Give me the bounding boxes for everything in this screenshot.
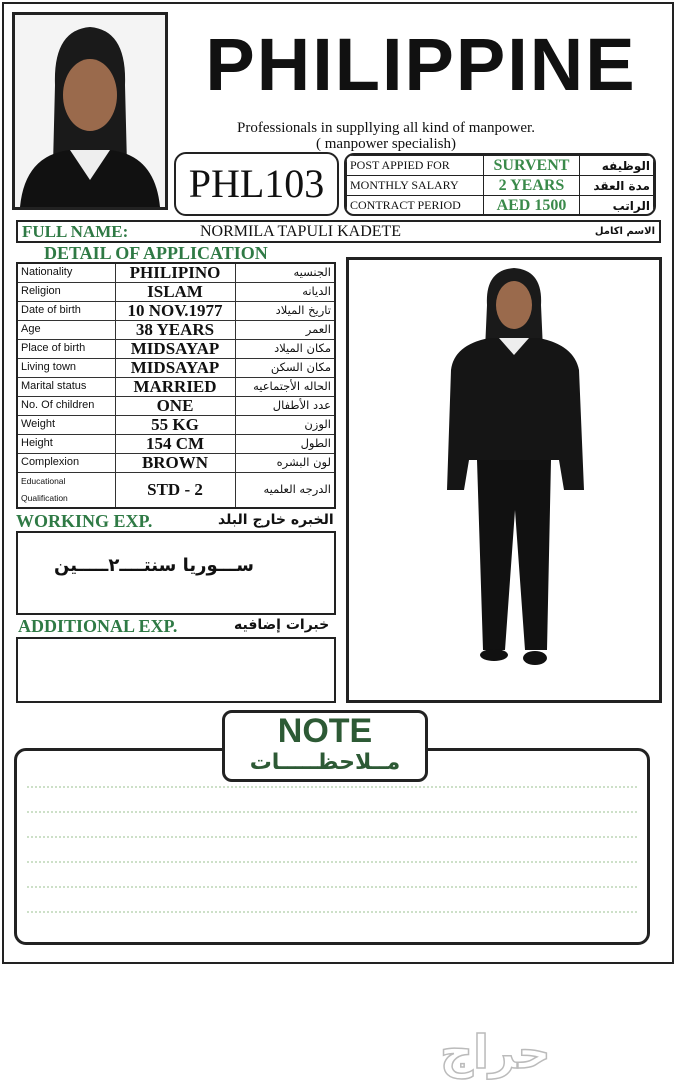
detail-arabic: عدد الأطفال <box>235 396 335 415</box>
detail-arabic: تاريخ الميلاد <box>235 301 335 320</box>
detail-label: Religion <box>17 282 115 301</box>
applicant-code: PHL103 <box>174 152 339 216</box>
note-arabic: مــلاحظـــــات <box>249 750 401 775</box>
detail-label: Educational Qualification <box>17 472 115 508</box>
detail-arabic: لون البشره <box>235 453 335 472</box>
detail-arabic: العمر <box>235 320 335 339</box>
note-label: NOTE <box>277 712 373 750</box>
headshot-photo <box>12 12 168 210</box>
detail-arabic: الديانه <box>235 282 335 301</box>
table-row <box>17 396 335 415</box>
full-name-arabic: الاسم اكامل <box>594 226 655 237</box>
detail-value: ISLAM <box>115 282 235 301</box>
detail-arabic: مكان الميلاد <box>235 339 335 358</box>
detail-label: Place of birth <box>17 339 115 358</box>
additional-exp-arabic: خبرات إضافيه <box>234 617 330 633</box>
table-row <box>17 453 335 472</box>
page-title: PHILIPPINE <box>205 23 637 106</box>
table-row <box>17 263 335 282</box>
detail-value: 154 CM <box>115 434 235 453</box>
detail-label: No. Of children <box>17 396 115 415</box>
note-line <box>27 911 637 913</box>
working-exp-arabic: الخبره خارج البلد <box>218 512 334 528</box>
table-row <box>17 301 335 320</box>
table-row <box>17 415 335 434</box>
detail-label: Height <box>17 434 115 453</box>
detail-label: Age <box>17 320 115 339</box>
detail-value: MIDSAYAP <box>115 339 235 358</box>
row-value: AED 1500 <box>483 196 579 216</box>
row-label: MONTHLY SALARY <box>347 176 484 196</box>
row-label: POST APPIED FOR <box>347 156 484 176</box>
table-row <box>17 339 335 358</box>
detail-arabic: مكان السكن <box>235 358 335 377</box>
detail-value: 55 KG <box>115 415 235 434</box>
detail-label: Nationality <box>17 263 115 282</box>
details-heading: DETAIL OF APPLICATION <box>44 243 268 263</box>
working-exp-box <box>16 531 336 615</box>
table-row <box>347 176 654 196</box>
detail-arabic: الطول <box>235 434 335 453</box>
working-exp-value: ســـوريا سنتــــ٢ـــــين <box>54 555 254 576</box>
detail-value: 38 YEARS <box>115 320 235 339</box>
row-arabic: الراتب <box>580 196 654 216</box>
note-header <box>222 710 428 782</box>
row-value: 2 YEARS <box>483 176 579 196</box>
detail-arabic: الجنسيه <box>235 263 335 282</box>
watermark-logo: حراج <box>440 1025 551 1079</box>
row-arabic: مدة العقد <box>580 176 654 196</box>
tagline-line2: ( manpower specialish) <box>316 136 456 152</box>
table-row <box>17 320 335 339</box>
table-row <box>17 472 335 508</box>
note-line <box>27 836 637 838</box>
additional-exp-label: ADDITIONAL EXP. <box>18 616 178 636</box>
row-arabic: الوظيفه <box>580 156 654 176</box>
note-line <box>27 861 637 863</box>
table-row <box>17 377 335 396</box>
note-line <box>27 811 637 813</box>
details-table <box>16 262 336 509</box>
full-name-value: NORMILA TAPULI KADETE <box>200 222 402 240</box>
detail-value: MARRIED <box>115 377 235 396</box>
detail-label: Date of birth <box>17 301 115 320</box>
table-row <box>347 156 654 176</box>
detail-label: Weight <box>17 415 115 434</box>
detail-value: ONE <box>115 396 235 415</box>
detail-value: MIDSAYAP <box>115 358 235 377</box>
table-row <box>17 358 335 377</box>
detail-arabic: الوزن <box>235 415 335 434</box>
working-exp-label: WORKING EXP. <box>16 511 153 531</box>
full-name-row <box>16 220 661 243</box>
detail-label: Living town <box>17 358 115 377</box>
tagline-line1: Professionals in suppllying all kind of manpower. <box>237 120 535 136</box>
additional-exp-box <box>16 637 336 703</box>
detail-label: Marital status <box>17 377 115 396</box>
tagline <box>176 120 596 152</box>
table-row <box>347 196 654 216</box>
detail-arabic: الدرجه العلميه <box>235 472 335 508</box>
detail-value: PHILIPINO <box>115 263 235 282</box>
row-value: SURVENT <box>483 156 579 176</box>
table-row <box>17 434 335 453</box>
note-line <box>27 886 637 888</box>
detail-arabic: الحاله الأجتماعيه <box>235 377 335 396</box>
full-name-label: FULL NAME: <box>22 221 129 241</box>
table-row <box>17 282 335 301</box>
detail-value: BROWN <box>115 453 235 472</box>
detail-label: Complexion <box>17 453 115 472</box>
note-line <box>27 786 637 788</box>
post-table <box>344 153 656 216</box>
detail-value: STD - 2 <box>115 472 235 508</box>
row-label: CONTRACT PERIOD <box>347 196 484 216</box>
full-body-photo <box>346 257 662 703</box>
detail-value: 10 NOV.1977 <box>115 301 235 320</box>
